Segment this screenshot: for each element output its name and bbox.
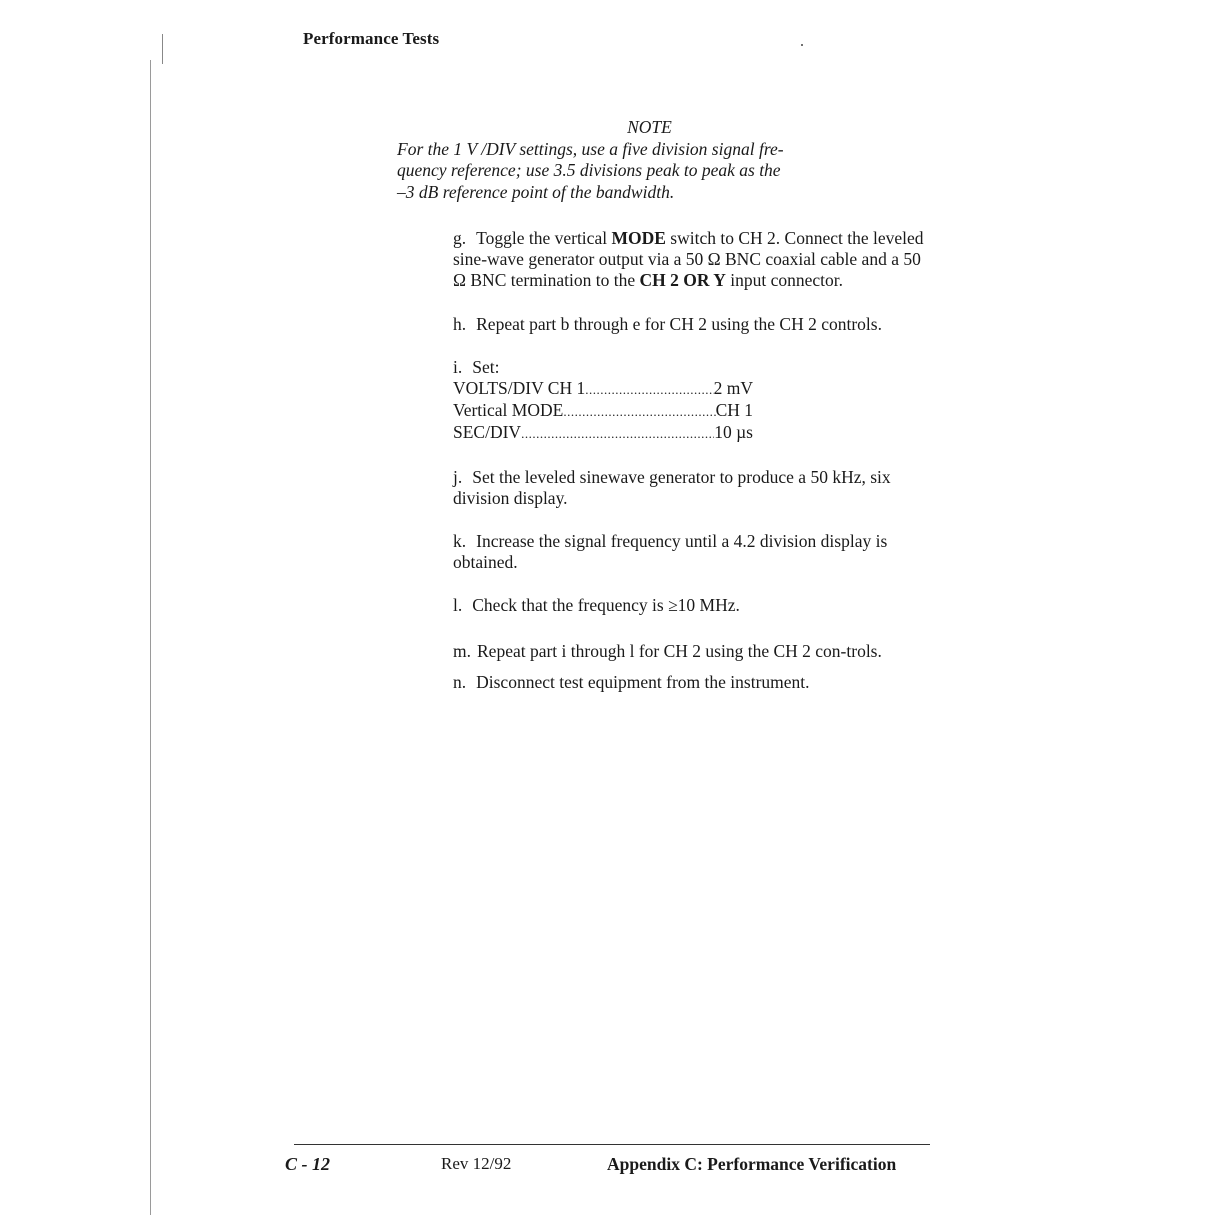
revision-date: Rev 12/92: [441, 1154, 512, 1173]
leader-dots: [585, 378, 713, 400]
step-text: Disconnect test equipment from the instrument.: [476, 671, 810, 692]
step-k: [453, 531, 903, 573]
binding-mark: [162, 34, 163, 64]
procedure-steps: [453, 228, 928, 693]
step-i: [453, 357, 928, 445]
step-text: Check that the frequency is ≥10 MHz.: [472, 595, 740, 616]
step-text: Set:: [472, 356, 500, 377]
setting-value: 10 µs: [714, 422, 753, 443]
setting-name: VOLTS/DIV CH 1: [453, 378, 586, 399]
step-label: h.: [453, 313, 467, 334]
step-g: [453, 228, 928, 292]
step-j: [453, 467, 918, 509]
setting-row: [453, 378, 753, 400]
step-label: i.: [453, 356, 463, 377]
setting-value: CH 1: [715, 400, 753, 421]
note-line: –3 dB reference point of the bandwidth.: [397, 181, 675, 202]
step-text: Repeat part b through e for CH 2 using the CH 2 controls.: [476, 313, 882, 334]
footer-rule: [294, 1144, 930, 1145]
step-text: Set the leveled sinewave generator to produce a 50 kHz, six division display.: [453, 466, 891, 508]
step-text: input connector.: [725, 270, 844, 291]
step-label: n.: [453, 671, 467, 692]
step-text: Repeat part i through l for CH 2 using the CH 2 con-trols.: [477, 640, 882, 661]
scan-speck: [801, 44, 803, 46]
step-text: Increase the signal frequency until a 4.2 division display is obtained.: [453, 531, 888, 573]
settings-list: [453, 378, 928, 445]
step-label: j.: [453, 466, 463, 487]
leader-dots: [563, 400, 715, 422]
setting-name: SEC/DIV: [453, 422, 522, 443]
step-label: m.: [453, 640, 471, 661]
step-label: l.: [453, 595, 463, 616]
step-text: Toggle the vertical: [476, 228, 612, 248]
mode-switch-name: MODE: [611, 228, 666, 248]
binding-edge-line: [150, 60, 151, 1215]
setting-row: [453, 400, 753, 422]
leader-dots: [521, 422, 714, 444]
step-l: [453, 595, 928, 616]
step-label: g.: [453, 228, 467, 248]
note-title: NOTE: [627, 117, 672, 137]
setting-name: Vertical MODE: [453, 400, 564, 421]
note-box: [397, 117, 872, 203]
step-h: [453, 314, 893, 335]
step-text: switch to CH 2. Connect the leveled sine-wave generator output via a 50 Ω BNC coaxial cable and a 50 Ω BNC termination to the: [453, 228, 924, 291]
page-number: C - 12: [285, 1154, 330, 1174]
note-line: quency reference; use 3.5 divisions peak to peak as the: [397, 160, 781, 180]
running-header: Performance Tests: [303, 29, 440, 48]
setting-value: 2 mV: [713, 378, 753, 399]
step-m: [453, 641, 923, 662]
input-connector-name: CH 2 OR Y: [639, 270, 726, 291]
note-line: For the 1 V /DIV settings, use a five division signal fre-: [397, 138, 784, 159]
step-label: k.: [453, 531, 467, 552]
section-title: Appendix C: Performance Verification: [607, 1154, 897, 1174]
setting-row: [453, 422, 753, 444]
step-n: [453, 672, 928, 693]
